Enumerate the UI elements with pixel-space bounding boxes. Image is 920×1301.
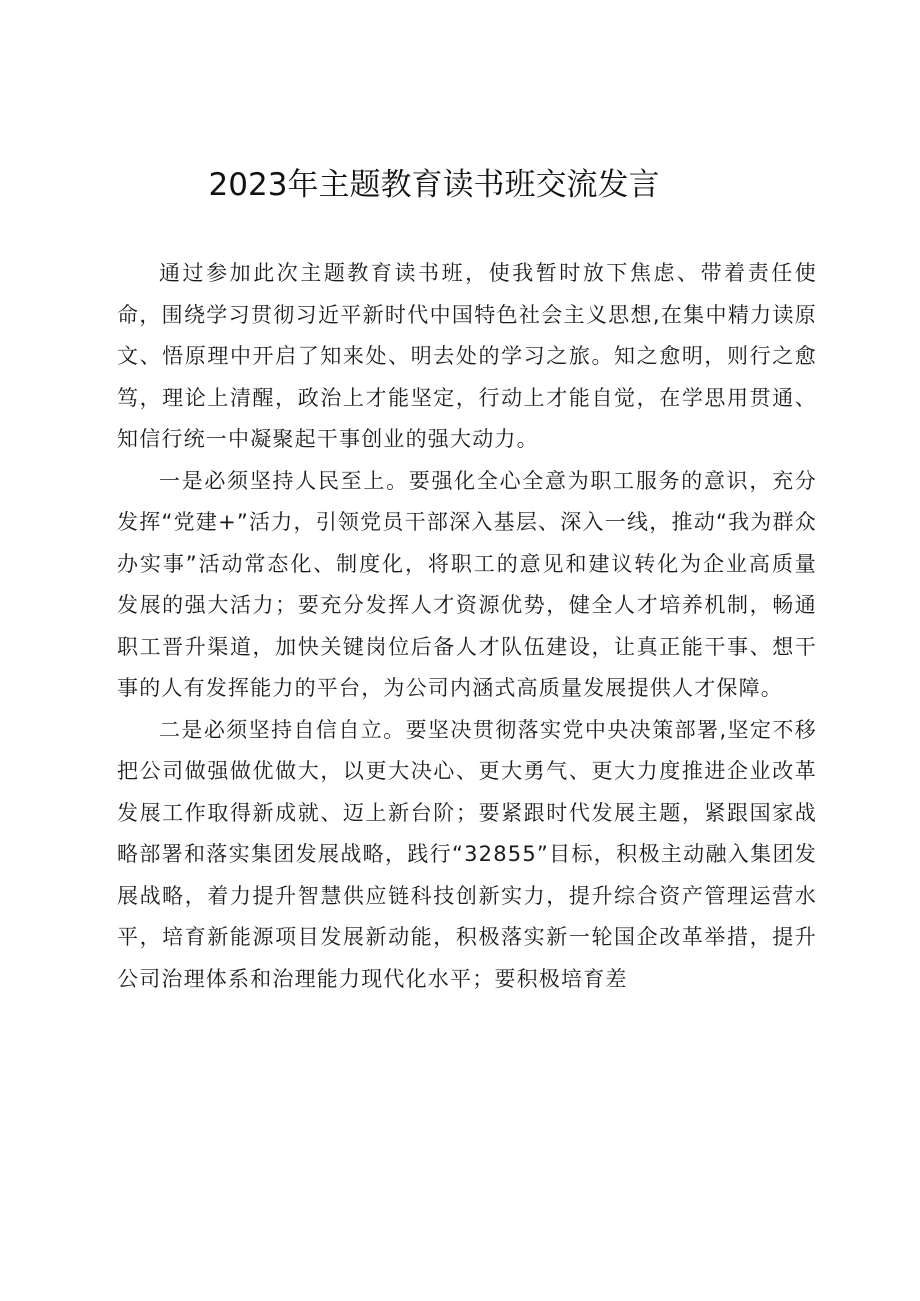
document-title: 2023年主题教育读书班交流发言 xyxy=(208,167,660,203)
paragraph-intro: 通过参加此次主题教育读书班，使我暂时放下焦虑、带着责任使命，围绕学习贯彻习近平新时代中国特色社会主义思想,在集中精力读原文、悟原理中开启了知来处、明去处的学习之旅。知之愈明，则行之愈笃，理论上清醒，政治上才能坚定，行动上才能自觉，在学思用贯通、知信行统一中凝聚起干事创业的强大动力。 xyxy=(117,261,817,451)
paragraph-self-confidence: 二是必须坚持自信自立。要坚决贯彻落实党中央决策部署,坚定不移把公司做强做优做大，以更大决心、更大勇气、更大力度推进企业改革发展工作取得新成就、迈上新台阶；要紧跟时代发展主题，紧跟国家战略部署和落实集团发展战略，践行“32855”目标，积极主动融入集团发展战略，着力提升智慧供应链科技创新实力，提升综合资产管理运营水平，培育新能源项目发展新动能，积极落实新一轮国企改革举措，提升公司治理体系和治理能力现代化水平；要积极培育差 xyxy=(117,717,817,991)
paragraph-people-first: 一是必须坚持人民至上。要强化全心全意为职工服务的意识，充分发挥“党建+”活力，引领党员干部深入基层、深入一线，推动“我为群众办实事”活动常态化、制度化，将职工的意见和建议转化为企业高质量发展的强大活力；要充分发挥人才资源优势，健全人才培养机制，畅通职工晋升渠道，加快关键岗位后备人才队伍建设，让真正能干事、想干事的人有发挥能力的平台，为公司内涵式高质量发展提供人才保障。 xyxy=(117,468,817,700)
document-body xyxy=(117,253,817,1000)
